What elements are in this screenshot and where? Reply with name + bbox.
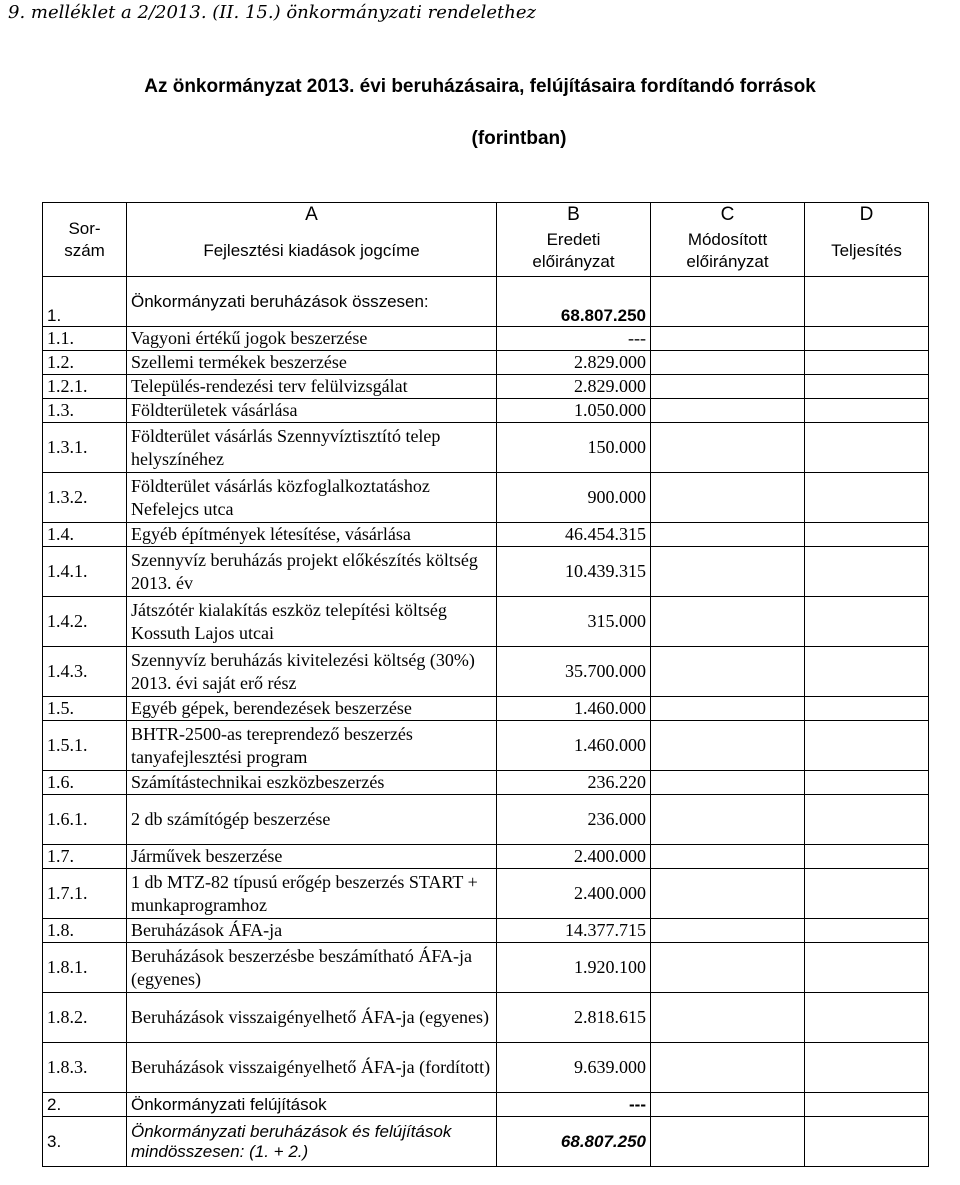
header-teljesites: Teljesítés [805,227,929,277]
row-number: 1.3.2. [43,473,127,523]
document-title: Az önkormányzat 2013. évi beruházásaira, felújításaira fordítandó források [144,76,816,97]
row-modified-value [651,473,805,523]
row-number: 2. [43,1093,127,1117]
row-number: 1.6.1. [43,795,127,845]
row-label: Beruházások beszerzésbe beszámítható ÁFA-ja (egyenes) [127,943,497,993]
row-number: 1.6. [43,771,127,795]
row-modified-value [651,597,805,647]
row-number: 1.3. [43,399,127,423]
row-label: Önkormányzati felújítások [127,1093,497,1117]
row-number: 1.7. [43,845,127,869]
row-label: Önkormányzati beruházások és felújítások mindösszesen: (1. + 2.) [127,1117,497,1167]
row-original-value: --- [497,327,651,351]
row-modified-value [651,423,805,473]
row-modified-value [651,1093,805,1117]
row-completion-value [805,943,929,993]
row-original-value: 236.220 [497,771,651,795]
row-completion-value [805,351,929,375]
row-modified-value [651,1117,805,1167]
row-number: 1.4.2. [43,597,127,647]
row-completion-value [805,375,929,399]
row-modified-value [651,697,805,721]
row-original-value: 236.000 [497,795,651,845]
annex-reference: 9. melléklet a 2/2013. (II. 15.) önkormányzati rendelethez [8,2,536,23]
header-sorszam: Sor- szám [43,203,127,277]
row-label: Egyéb gépek, berendezések beszerzése [127,697,497,721]
row-original-value: 1.460.000 [497,697,651,721]
row-original-value: 315.000 [497,597,651,647]
row-modified-value [651,327,805,351]
row-original-value: 46.454.315 [497,523,651,547]
row-modified-value [651,919,805,943]
row-completion-value [805,869,929,919]
row-modified-value [651,375,805,399]
row-number: 1.5. [43,697,127,721]
row-label: BHTR-2500-as tereprendező beszerzés tanyafejlesztési program [127,721,497,771]
table-row [43,523,929,547]
row-label: Vagyoni értékű jogok beszerzése [127,327,497,351]
column-letter-a: A [127,203,497,227]
row-original-value: 150.000 [497,423,651,473]
row-original-value: 2.400.000 [497,845,651,869]
table-row [43,869,929,919]
row-modified-value [651,869,805,919]
table-row [43,399,929,423]
row-number: 1.8.3. [43,1043,127,1093]
row-number: 1.1. [43,327,127,351]
table-row [43,327,929,351]
row-completion-value [805,597,929,647]
row-original-value: 2.818.615 [497,993,651,1043]
row-number: 1.4. [43,523,127,547]
table-row [43,277,929,327]
row-modified-value [651,1043,805,1093]
row-original-value: 14.377.715 [497,919,651,943]
table-row [43,795,929,845]
row-label: Beruházások visszaigényelhető ÁFA-ja (fordított) [127,1043,497,1093]
row-number: 1.8. [43,919,127,943]
header-modositott: Módosított előirányzat [651,227,805,277]
row-label: Járművek beszerzése [127,845,497,869]
row-original-value: --- [497,1093,651,1117]
row-number: 1.3.1. [43,423,127,473]
row-label: Szellemi termékek beszerzése [127,351,497,375]
row-label: Beruházások ÁFA-ja [127,919,497,943]
row-label: Egyéb építmények létesítése, vásárlása [127,523,497,547]
row-number: 1.4.3. [43,647,127,697]
row-modified-value [651,351,805,375]
row-modified-value [651,399,805,423]
table-row [43,647,929,697]
investment-table [42,202,929,1167]
row-original-value: 68.807.250 [497,277,651,327]
table-row [43,697,929,721]
row-modified-value [651,943,805,993]
row-label: Beruházások visszaigényelhető ÁFA-ja (egyenes) [127,993,497,1043]
row-modified-value [651,647,805,697]
table-body [43,277,929,1167]
row-label: Földterületek vásárlása [127,399,497,423]
row-number: 3. [43,1117,127,1167]
table-row [43,1043,929,1093]
row-number: 1. [43,277,127,327]
currency-note: (forintban) [471,128,567,149]
row-label: Település-rendezési terv felülvizsgálat [127,375,497,399]
row-completion-value [805,845,929,869]
row-label: 1 db MTZ-82 típusú erőgép beszerzés START + munkaprogramhoz [127,869,497,919]
row-completion-value [805,993,929,1043]
row-modified-value [651,771,805,795]
row-completion-value [805,423,929,473]
row-completion-value [805,919,929,943]
row-label: Földterület vásárlás közfoglalkoztatáshoz Nefelejcs utca [127,473,497,523]
table-row [43,351,929,375]
table-row [43,597,929,647]
row-original-value: 68.807.250 [497,1117,651,1167]
row-original-value: 2.829.000 [497,375,651,399]
row-number: 1.4.1. [43,547,127,597]
row-modified-value [651,547,805,597]
row-modified-value [651,523,805,547]
row-modified-value [651,721,805,771]
row-label: 2 db számítógép beszerzése [127,795,497,845]
row-completion-value [805,547,929,597]
row-original-value: 1.050.000 [497,399,651,423]
row-original-value: 2.400.000 [497,869,651,919]
row-number: 1.5.1. [43,721,127,771]
row-original-value: 35.700.000 [497,647,651,697]
row-completion-value [805,697,929,721]
column-letter-b: B [497,203,651,227]
table-row [43,1117,929,1167]
table-row [43,1093,929,1117]
table-row [43,919,929,943]
row-original-value: 1.460.000 [497,721,651,771]
row-completion-value [805,771,929,795]
row-completion-value [805,399,929,423]
row-completion-value [805,721,929,771]
table-row [43,845,929,869]
table-row [43,721,929,771]
row-modified-value [651,845,805,869]
table-row [43,375,929,399]
row-modified-value [651,277,805,327]
row-original-value: 9.639.000 [497,1043,651,1093]
row-number: 1.8.1. [43,943,127,993]
row-original-value: 1.920.100 [497,943,651,993]
column-letter-c: C [651,203,805,227]
header-eredeti: Eredeti előirányzat [497,227,651,277]
row-completion-value [805,1043,929,1093]
row-number: 1.8.2. [43,993,127,1043]
row-completion-value [805,473,929,523]
table-row [43,423,929,473]
row-label: Szennyvíz beruházás kivitelezési költség (30%) 2013. évi saját erő rész [127,647,497,697]
column-letter-d: D [805,203,929,227]
header-jogcim: Fejlesztési kiadások jogcíme [127,227,497,277]
row-number: 1.2.1. [43,375,127,399]
row-modified-value [651,993,805,1043]
row-label: Földterület vásárlás Szennyvíztisztító telep helyszínéhez [127,423,497,473]
row-original-value: 2.829.000 [497,351,651,375]
row-completion-value [805,523,929,547]
table-row [43,993,929,1043]
table-row [43,473,929,523]
row-label: Szennyvíz beruházás projekt előkészítés költség 2013. év [127,547,497,597]
row-label: Számítástechnikai eszközbeszerzés [127,771,497,795]
row-completion-value [805,327,929,351]
row-number: 1.7.1. [43,869,127,919]
row-original-value: 900.000 [497,473,651,523]
row-completion-value [805,277,929,327]
table-row [43,943,929,993]
row-completion-value [805,647,929,697]
row-label: Önkormányzati beruházások összesen: [127,277,497,327]
row-modified-value [651,795,805,845]
row-completion-value [805,1117,929,1167]
table-row [43,547,929,597]
table-row [43,771,929,795]
row-completion-value [805,795,929,845]
row-label: Játszótér kialakítás eszköz telepítési költség Kossuth Lajos utcai [127,597,497,647]
row-original-value: 10.439.315 [497,547,651,597]
row-number: 1.2. [43,351,127,375]
row-completion-value [805,1093,929,1117]
